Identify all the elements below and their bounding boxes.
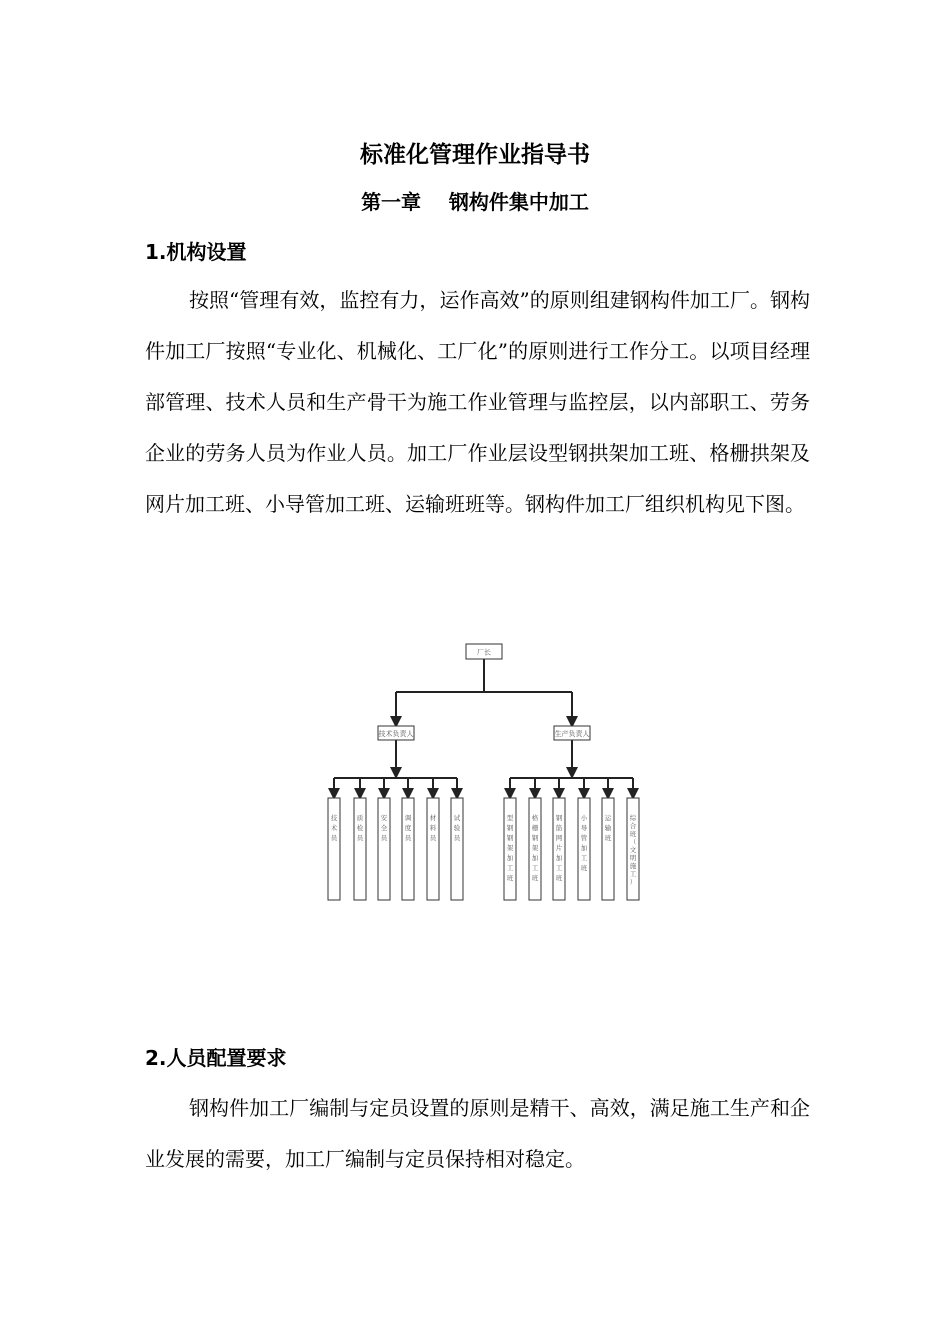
org-node-left-child-3-label: 调度员 — [404, 814, 412, 842]
org-node-left-child-5 — [451, 798, 463, 900]
org-node-left-child-2 — [378, 798, 390, 900]
org-node-left-label: 技术负责人 — [378, 730, 414, 738]
org-node-right-child-3 — [578, 798, 590, 900]
org-node-right-child-2-label: 钢筋网片加工班 — [555, 814, 563, 882]
org-node-right-label: 生产负责人 — [554, 730, 590, 738]
document-title: 标准化管理作业指导书 — [360, 142, 590, 168]
org-node-left — [378, 726, 414, 740]
section-2-paragraph: 钢构件加工厂编制与定员设置的原则是精干、高效，满足施工生产和企业发展的需要，加工厂编制与定员保持相对稳定。 — [145, 1096, 810, 1171]
org-node-right-child-1-label: 格栅钢架加工班 — [531, 814, 539, 882]
org-node-right-child-1 — [529, 798, 541, 900]
org-node-right — [554, 726, 590, 740]
org-node-root — [466, 644, 502, 659]
org-node-left-child-5-label: 试验员 — [453, 814, 461, 842]
org-node-right-child-4-label: 运输班 — [604, 814, 612, 842]
org-node-left-child-1 — [354, 798, 366, 900]
org-node-right-child-3-label: 小导管加工班 — [580, 814, 588, 872]
section-2-heading: 2.人员配置要求 — [145, 1046, 287, 1070]
org-node-left-child-1-label: 质检员 — [356, 814, 364, 842]
org-node-root-label: 厂长 — [477, 648, 491, 657]
section-1-heading: 1.机构设置 — [145, 240, 247, 264]
org-node-right-child-0 — [504, 798, 516, 900]
org-node-left-child-2-label: 安全员 — [380, 814, 388, 842]
chapter-title: 第一章 钢构件集中加工 — [361, 190, 589, 214]
org-node-right-child-2 — [553, 798, 565, 900]
org-node-left-child-0 — [328, 798, 340, 900]
org-node-right-child-5-label: 综合班（文明施工） — [629, 814, 637, 886]
org-node-left-child-3 — [402, 798, 414, 900]
org-node-right-child-4 — [602, 798, 614, 900]
org-chart — [320, 640, 650, 910]
org-node-left-child-4 — [427, 798, 439, 900]
org-node-right-child-0-label: 型钢钢架加工班 — [506, 814, 514, 882]
org-node-left-child-4-label: 材料员 — [429, 814, 437, 842]
org-node-left-child-0-label: 技术员 — [330, 814, 338, 842]
org-node-right-child-5 — [627, 798, 639, 900]
section-1-paragraph: 按照“管理有效，监控有力，运作高效”的原则组建钢构件加工厂。钢构件加工厂按照“专业化、机械化、工厂化”的原则进行工作分工。以项目经理部管理、技术人员和生产骨干为施工作业管理与监控层，以内部职工、劳务企业的劳务人员为作业人员。加工厂作业层设型钢拱架加工班、格栅拱架及网片加工班、小导管加工班、运输班班等。钢构件加工厂组织机构见下图。 — [145, 288, 810, 516]
